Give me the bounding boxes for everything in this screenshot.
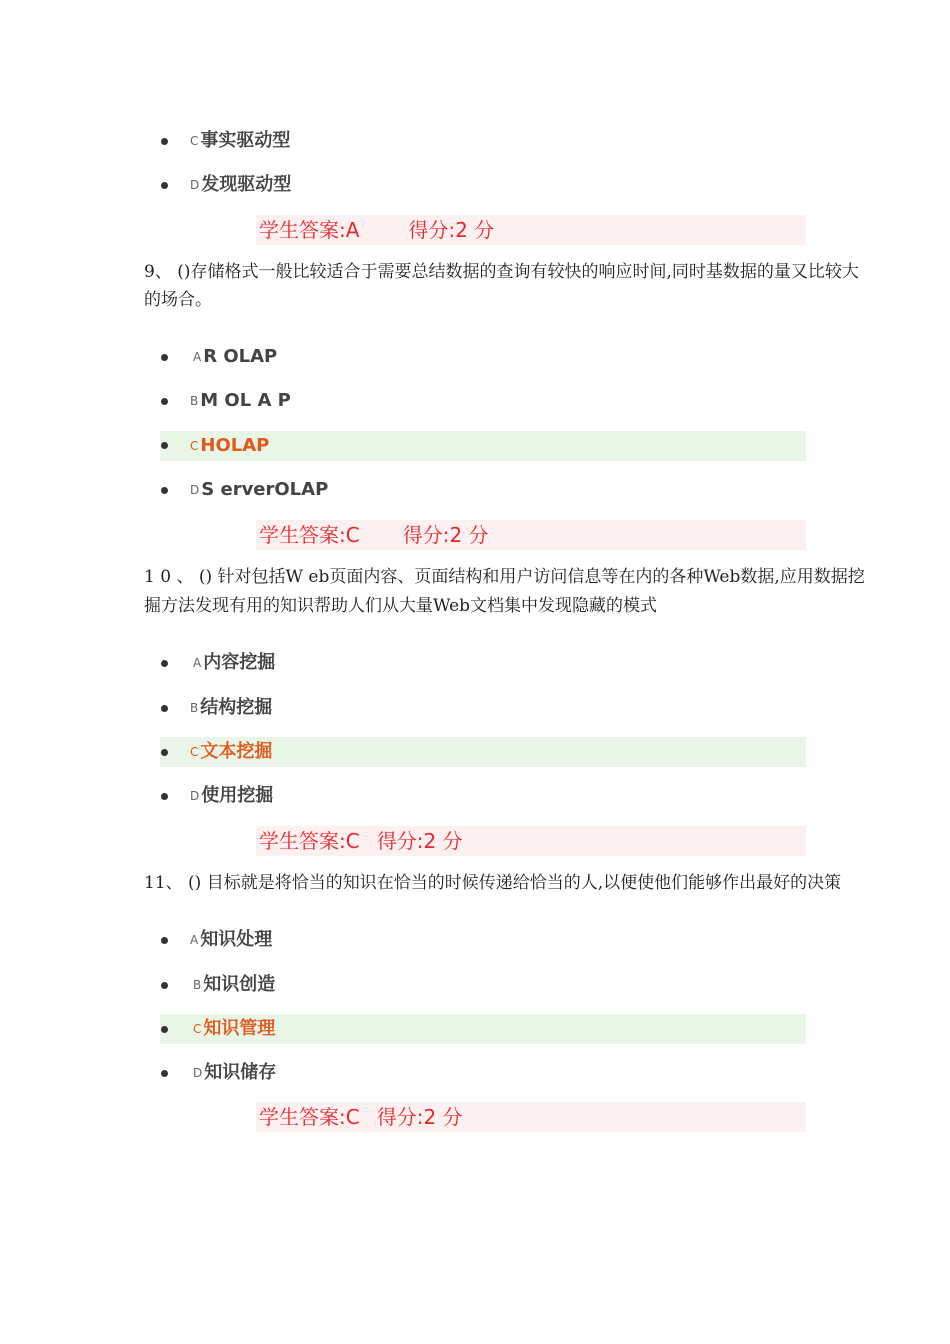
option-letter: D [190,789,200,803]
score-text: 得分:2 分 [402,523,489,547]
option-text: 事实驱动型 [200,130,291,151]
option-text: R OLAP [203,346,278,367]
option-text: HOLAP [200,435,270,456]
answer-text: 学生答案:C [259,1105,360,1129]
option-q10-a[interactable] [193,648,275,678]
option-letter: B [193,978,202,992]
question-9-line1: 9、 ()存储格式一般比较适合于需要总结数据的查询有较快的响应时间,同时基数据的量又比较大 [144,262,859,282]
bullet-dot [161,1026,168,1033]
option-q10-d[interactable] [190,781,273,811]
bullet-dot [161,749,168,756]
option-text: 知识管理 [203,1018,276,1039]
bullet-dot [161,982,168,989]
option-text: S erverOLAP [201,479,329,500]
question-10-line2: 掘方法发现有用的知识帮助人们从大量Web文档集中发现隐藏的模式 [144,596,658,616]
question-10-line1: 1 0 、 () 针对包括W eb页面内容、页面结构和用户访问信息等在内的各种Web数据,应用数据挖 [144,567,865,587]
option-letter: A [193,350,202,364]
bullet-dot [161,398,168,405]
option-letter: A [190,933,199,947]
option-q11-b[interactable] [193,970,275,1000]
bullet-dot [161,660,168,667]
option-letter: B [190,394,199,408]
bullet-dot [161,705,168,712]
answer-text: 学生答案:A [259,218,360,242]
option-q11-c[interactable] [193,1014,275,1044]
option-q11-a[interactable] [190,925,272,955]
answer-text: 学生答案:C [259,523,360,547]
option-letter: D [190,483,200,497]
option-letter: C [190,439,199,453]
option-q9-b[interactable] [190,386,291,416]
bullet-dot [161,1070,168,1077]
option-q8-d[interactable] [190,170,291,200]
option-q9-d[interactable] [190,475,328,505]
question-11-line1: 11、 () 目标就是将恰当的知识在恰当的时候传递给恰当的人,以便使他们能够作出最好的决策 [144,873,842,893]
option-text: 发现驱动型 [201,174,292,195]
option-q8-c[interactable] [190,126,290,156]
option-text: 文本挖掘 [200,741,273,762]
option-letter: C [190,134,199,148]
option-q10-c[interactable] [190,737,272,767]
option-letter: A [193,656,202,670]
student-answer-q10 [256,826,806,856]
student-answer-q9 [256,520,806,550]
option-q9-a[interactable] [193,342,277,372]
option-q10-b[interactable] [190,693,272,723]
bullet-dot [161,487,168,494]
answer-text: 学生答案:C [259,829,360,853]
student-answer-q11 [256,1102,806,1132]
bullet-dot [161,937,168,944]
option-text: 使用挖掘 [201,785,274,806]
option-letter: C [193,1022,202,1036]
option-q11-d[interactable] [193,1058,276,1088]
score-text: 得分:2 分 [376,1105,463,1129]
bullet-dot [161,793,168,800]
bullet-dot [161,354,168,361]
option-text: 内容挖掘 [203,652,276,673]
option-letter: D [193,1066,203,1080]
option-text: 知识创造 [203,974,276,995]
option-letter: C [190,745,199,759]
option-text: M OL A P [200,390,291,411]
option-text: 知识储存 [204,1062,277,1083]
option-letter: B [190,701,199,715]
bullet-dot [161,442,168,449]
option-letter: D [190,178,200,192]
score-text: 得分:2 分 [408,218,495,242]
bullet-dot [161,182,168,189]
bullet-dot [161,138,168,145]
question-9-line2: 的场合。 [144,290,212,310]
option-text: 结构挖掘 [200,697,273,718]
score-text: 得分:2 分 [376,829,463,853]
option-text: 知识处理 [200,929,273,950]
student-answer-q8 [256,215,806,245]
option-q9-c[interactable] [190,431,269,461]
